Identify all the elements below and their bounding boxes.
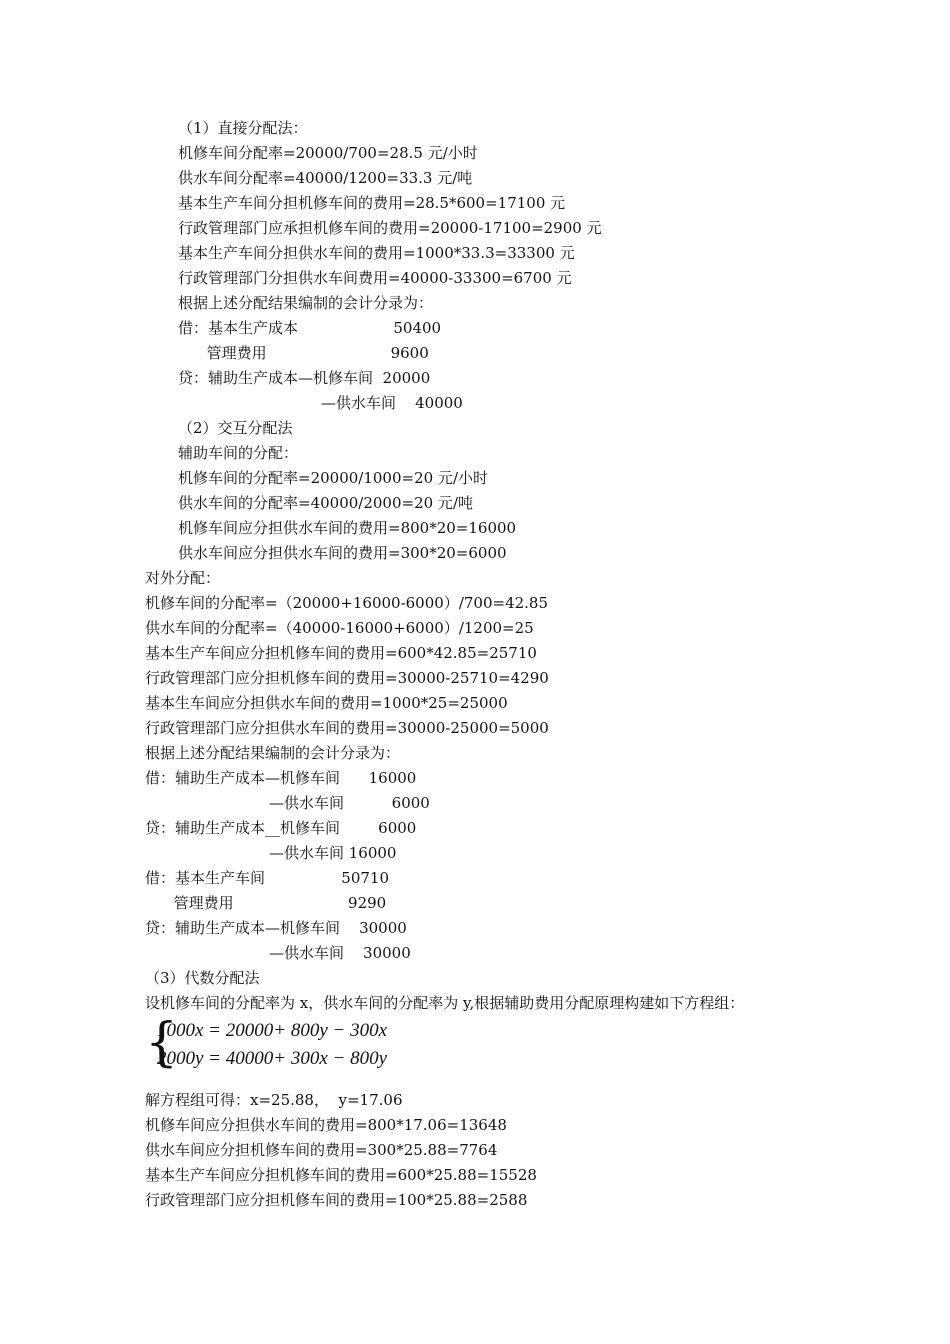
- text-line: 行政管理部门应分担机修车间的费用=30000-25710=4290: [145, 669, 549, 687]
- section-1-heading: （1）直接分配法：: [178, 119, 308, 137]
- text-line: 供水车间应分担供水车间的费用=300*20=6000: [178, 544, 507, 562]
- text-line: 行政管理部门分担供水车间费用=40000-33300=6700 元: [178, 269, 572, 287]
- equation-2: 2000y = 40000+ 300x − 800y: [157, 1048, 388, 1069]
- journal-entry-line: 管理费用 9290: [145, 894, 387, 912]
- journal-entry-line: —供水车间 40000: [178, 394, 463, 412]
- journal-entry-line: 贷：辅助生产成本—机修车间 20000: [178, 369, 431, 387]
- text-line: 基本生产车间应分担机修车间的费用=600*42.85=25710: [145, 644, 537, 662]
- text-line: 解方程组可得：x=25.88， y=17.06: [145, 1091, 403, 1109]
- journal-entry-line: 贷：辅助生产成本__机修车间 6000: [145, 819, 417, 837]
- journal-entry-line: —供水车间 6000: [145, 794, 430, 812]
- text-line: 供水车间的分配率=（40000-16000+6000）/1200=25: [145, 619, 534, 637]
- journal-entry-line: 贷：辅助生产成本—机修车间 30000: [145, 919, 407, 937]
- journal-entry-line: —供水车间 16000: [145, 844, 397, 862]
- text-line: 机修车间应分担供水车间的费用=800*20=16000: [178, 519, 517, 537]
- text-line: 基本生产车间应分担机修车间的费用=600*25.88=15528: [145, 1166, 537, 1184]
- journal-entry-line: 借：基本生产成本 50400: [178, 319, 442, 337]
- text-line: 基本生产车间分担机修车间的费用=28.5*600=17100 元: [178, 194, 566, 212]
- text-line: 对外分配：: [145, 569, 221, 587]
- text-line: 机修车间的分配率=20000/1000=20 元/小时: [178, 469, 488, 487]
- text-line: 行政管理部门应承担机修车间的费用=20000-17100=2900 元: [178, 219, 602, 237]
- text-line: 基本生车间应分担供水车间的费用=1000*25=25000: [145, 694, 508, 712]
- journal-entry-line: 借：辅助生产成本—机修车间 16000: [145, 769, 417, 787]
- text-line: 设机修车间的分配率为 x，供水车间的分配率为 y,根据辅助费用分配原理构建如下方程组：: [145, 994, 745, 1012]
- text-line: 机修车间分配率=20000/700=28.5 元/小时: [178, 144, 478, 162]
- text-line: 基本生产车间分担供水车间的费用=1000*33.3=33300 元: [178, 244, 575, 262]
- equation-1: 1000x = 20000+ 800y − 300x: [157, 1020, 388, 1041]
- section-2-heading: （2）交互分配法: [178, 419, 293, 437]
- journal-entry-line: 借：基本生产车间 50710: [145, 869, 390, 887]
- text-line: 机修车间的分配率=（20000+16000-6000）/700=42.85: [145, 594, 549, 612]
- journal-entry-line: 管理费用 9600: [178, 344, 429, 362]
- equation-system: [145, 1015, 465, 1075]
- text-line: 根据上述分配结果编制的会计分录为：: [178, 294, 434, 312]
- journal-entry-line: —供水车间 30000: [145, 944, 411, 962]
- left-brace: {: [145, 1013, 179, 1073]
- text-line: 供水车间分配率=40000/1200=33.3 元/吨: [178, 169, 473, 187]
- text-line: 行政管理部门应分担供水车间的费用=30000-25000=5000: [145, 719, 549, 737]
- text-line: 机修车间应分担供水车间的费用=800*17.06=13648: [145, 1116, 507, 1134]
- text-line: 行政管理部门应分担机修车间的费用=100*25.88=2588: [145, 1191, 528, 1209]
- text-line: 供水车间的分配率=40000/2000=20 元/吨: [178, 494, 473, 512]
- text-line: 根据上述分配结果编制的会计分录为：: [145, 744, 401, 762]
- text-line: 辅助车间的分配：: [178, 444, 299, 462]
- section-3-heading: （3）代数分配法: [145, 969, 260, 987]
- text-line: 供水车间应分担机修车间的费用=300*25.88=7764: [145, 1141, 498, 1159]
